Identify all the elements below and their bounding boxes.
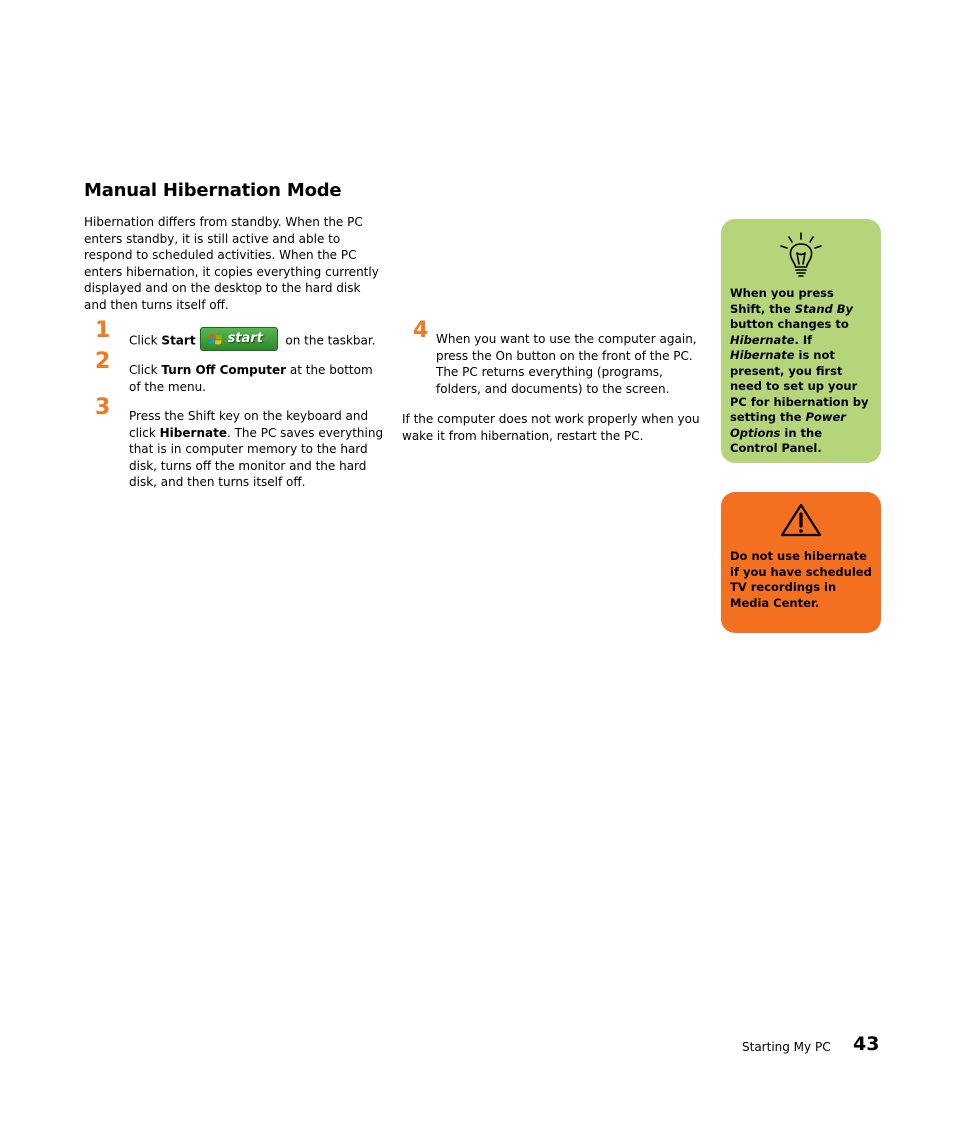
warning-box — [721, 492, 881, 633]
page-number: 43 — [853, 1033, 880, 1055]
step-number: 3 — [95, 395, 111, 420]
page-title: Manual Hibernation Mode — [84, 180, 342, 201]
step-number: 2 — [95, 349, 111, 374]
windows-logo-icon — [209, 333, 223, 346]
tip-text: When you press Shift, the Stand By button changes to Hibernate. If Hibernate is not present, you first need to set up your PC for hibernation by setting the Power Options in the Control Panel. — [730, 286, 869, 455]
footer-section-name: Starting My PC — [742, 1040, 831, 1054]
start-button-image: start — [200, 327, 278, 351]
followup-paragraph: If the computer does not work properly when you wake it from hibernation, restart the PC. — [402, 412, 700, 443]
intro-paragraph: Hibernation differs from standby. When the PC enters standby, it is still active and able to respond to scheduled activities. When the PC enters hibernation, it copies everything currently displayed and on the desktop to the hard disk and then turns itself off. — [84, 215, 379, 312]
warning-icon — [780, 503, 822, 537]
step-number: 4 — [413, 318, 429, 343]
lightbulb-icon — [779, 231, 823, 279]
warning-text: Do not use hibernate if you have scheduled TV recordings in Media Center. — [730, 549, 872, 610]
step-number: 1 — [95, 318, 111, 343]
tip-box — [721, 219, 881, 463]
